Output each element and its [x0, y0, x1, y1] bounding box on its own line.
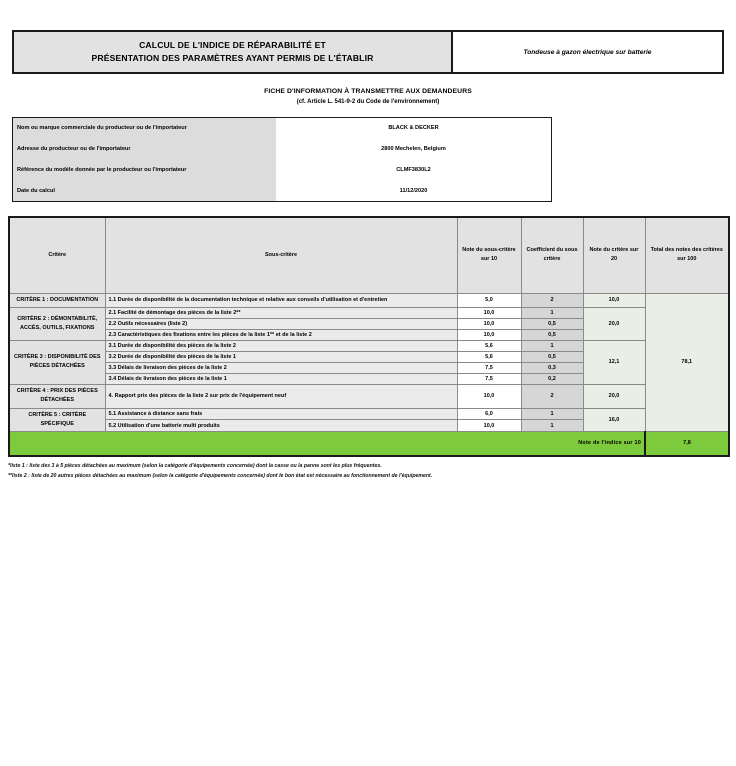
- producer-info-row: [13, 118, 552, 139]
- subcriterion-coefficient: 0,5: [521, 351, 583, 362]
- header-note-sub: Note du sous-critère sur 10: [457, 217, 521, 293]
- subcriterion-label: 2.2 Outils nécessaires (liste 2): [105, 318, 457, 329]
- criterion-name: CRITÈRE 1 : DOCUMENTATION: [9, 293, 105, 307]
- subcriterion-note: 10,0: [457, 318, 521, 329]
- subtitle-main: FICHE D'INFORMATION À TRANSMETTRE AUX DEMANDEURS: [264, 88, 472, 95]
- subcriterion-coefficient: 0,3: [521, 362, 583, 373]
- subcriterion-note: 5,6: [457, 351, 521, 362]
- final-index-label: Note de l'indice sur 10: [9, 432, 645, 456]
- scoring-table: [8, 216, 730, 457]
- producer-info-row: [13, 181, 552, 202]
- subcriterion-coefficient: 1: [521, 340, 583, 351]
- final-index-score: 7,8: [645, 432, 729, 456]
- criteria-total-score: 78,1: [645, 293, 729, 432]
- footnote-liste-2: **liste 2 : liste de 20 autres pièces détachées au maximum (selon la catégorie d'équipements concernée) dont le bon état est nécessaire au fonctionnement de l'équipement.: [8, 473, 433, 480]
- subcriterion-coefficient: 2: [521, 293, 583, 307]
- subcriterion-note: 6,0: [457, 408, 521, 420]
- criterion-name: CRITÈRE 3 : DISPONIBILITÉ DES PIÈCES DÉTACHÉES: [9, 340, 105, 384]
- subcriterion-label: 3.2 Durée de disponibilité des pièces de la liste 1: [105, 351, 457, 362]
- subcriterion-coefficient: 0,2: [521, 373, 583, 384]
- subcriterion-label: 3.4 Délais de livraison des pièces de la liste 1: [105, 373, 457, 384]
- criterion-name: CRITÈRE 2 : DÉMONTABILITÉ, ACCÈS, OUTILS, FIXATIONS: [9, 307, 105, 340]
- subtitle-legal-reference: (cf. Article L. 541-9-2 du Code de l'environnement): [296, 99, 440, 105]
- subcriterion-coefficient: 2: [521, 384, 583, 408]
- subcriterion-coefficient: 1: [521, 307, 583, 318]
- subcriterion-label: 3.1 Durée de disponibilité des pièces de la liste 2: [105, 340, 457, 351]
- subcriterion-coefficient: 1: [521, 408, 583, 420]
- subcriterion-note: 10,0: [457, 329, 521, 340]
- product-type-label: Tondeuse à gazon électrique sur batterie: [453, 32, 722, 72]
- scoring-table-row: [9, 340, 729, 351]
- criterion-name: CRITÈRE 4 : PRIX DES PIÈCES DÉTACHÉES: [9, 384, 105, 408]
- subcriterion-label: 1.1 Durée de disponibilité de la documentation technique et relative aux conseils d'utilisation et d'entretien: [105, 293, 457, 307]
- footnotes-block: [8, 462, 728, 482]
- document-title: [14, 32, 453, 72]
- document-header: [12, 30, 724, 74]
- subcriterion-label: 5.2 Utilisation d'une batterie multi produits: [105, 420, 457, 432]
- scoring-table-row: [9, 307, 729, 318]
- subcriterion-note: 7,5: [457, 362, 521, 373]
- subcriterion-note: 5,6: [457, 340, 521, 351]
- subcriterion-label: 2.1 Facilité de démontage des pièces de la liste 2**: [105, 307, 457, 318]
- subcriterion-note: 7,5: [457, 373, 521, 384]
- subcriterion-label: 3.3 Délais de livraison des pièces de la liste 2: [105, 362, 457, 373]
- subcriterion-note: 10,0: [457, 384, 521, 408]
- producer-info-value: 2800 Mechelen, Belgium: [276, 139, 552, 160]
- subcriterion-coefficient: 0,5: [521, 329, 583, 340]
- producer-info-label: Date du calcul: [13, 181, 277, 202]
- subcriterion-note: 5,0: [457, 293, 521, 307]
- subcriterion-note: 10,0: [457, 420, 521, 432]
- subcriterion-note: 10,0: [457, 307, 521, 318]
- producer-info-value: 11/12/2020: [276, 181, 552, 202]
- header-note-criterion: Note du critère sur 20: [583, 217, 645, 293]
- subcriterion-coefficient: 0,5: [521, 318, 583, 329]
- criterion-note: 12,1: [583, 340, 645, 384]
- producer-info-row: [13, 160, 552, 181]
- repairability-index-document: [0, 30, 736, 766]
- producer-info-label: Nom ou marque commerciale du producteur ou de l'importateur: [13, 118, 277, 139]
- criterion-note: 20,0: [583, 307, 645, 340]
- header-coefficient: Coefficient du sous critère: [521, 217, 583, 293]
- producer-info-label: Référence du modèle donnée par le producteur ou l'importateur: [13, 160, 277, 181]
- document-title-line1: CALCUL DE L'INDICE DE RÉPARABILITÉ ET: [139, 39, 326, 50]
- footnote-liste-1: *liste 1 : liste des 3 à 5 pièces détachées au maximum (selon la catégorie d'équipements concernée) dont la casse ou la panne sont les plus fréquentes.: [8, 462, 382, 469]
- criterion-note: 10,0: [583, 293, 645, 307]
- header-total: Total des notes des critères sur 100: [645, 217, 729, 293]
- scoring-table-row: [9, 384, 729, 408]
- subtitle-block: [0, 88, 736, 105]
- header-subcriterion: Sous-critère: [105, 217, 457, 293]
- scoring-table-row: [9, 408, 729, 420]
- criterion-note: 16,0: [583, 408, 645, 432]
- producer-info-label: Adresse du producteur ou de l'importateur: [13, 139, 277, 160]
- scoring-table-row: [9, 293, 729, 307]
- producer-info-table: [12, 117, 552, 202]
- criterion-note: 20,0: [583, 384, 645, 408]
- criterion-name: CRITÈRE 5 : CRITÈRE SPÉCIFIQUE: [9, 408, 105, 432]
- producer-info-value: CLMF3830L2: [276, 160, 552, 181]
- final-index-row: [9, 432, 729, 456]
- subcriterion-coefficient: 1: [521, 420, 583, 432]
- subcriterion-label: 2.3 Caractéristiques des fixations entre les pièces de la liste 1** et de la liste 2: [105, 329, 457, 340]
- subcriterion-label: 5.1 Assistance à distance sans frais: [105, 408, 457, 420]
- document-title-line2: PRÉSENTATION DES PARAMÈTRES AYANT PERMIS DE L'ÉTABLIR: [91, 53, 374, 63]
- producer-info-row: [13, 139, 552, 160]
- subcriterion-label: 4. Rapport prix des pièces de la liste 2 sur prix de l'équipement neuf: [105, 384, 457, 408]
- producer-info-value: BLACK & DECKER: [276, 118, 552, 139]
- scoring-table-header-row: [9, 217, 729, 293]
- header-criterion: Critère: [9, 217, 105, 293]
